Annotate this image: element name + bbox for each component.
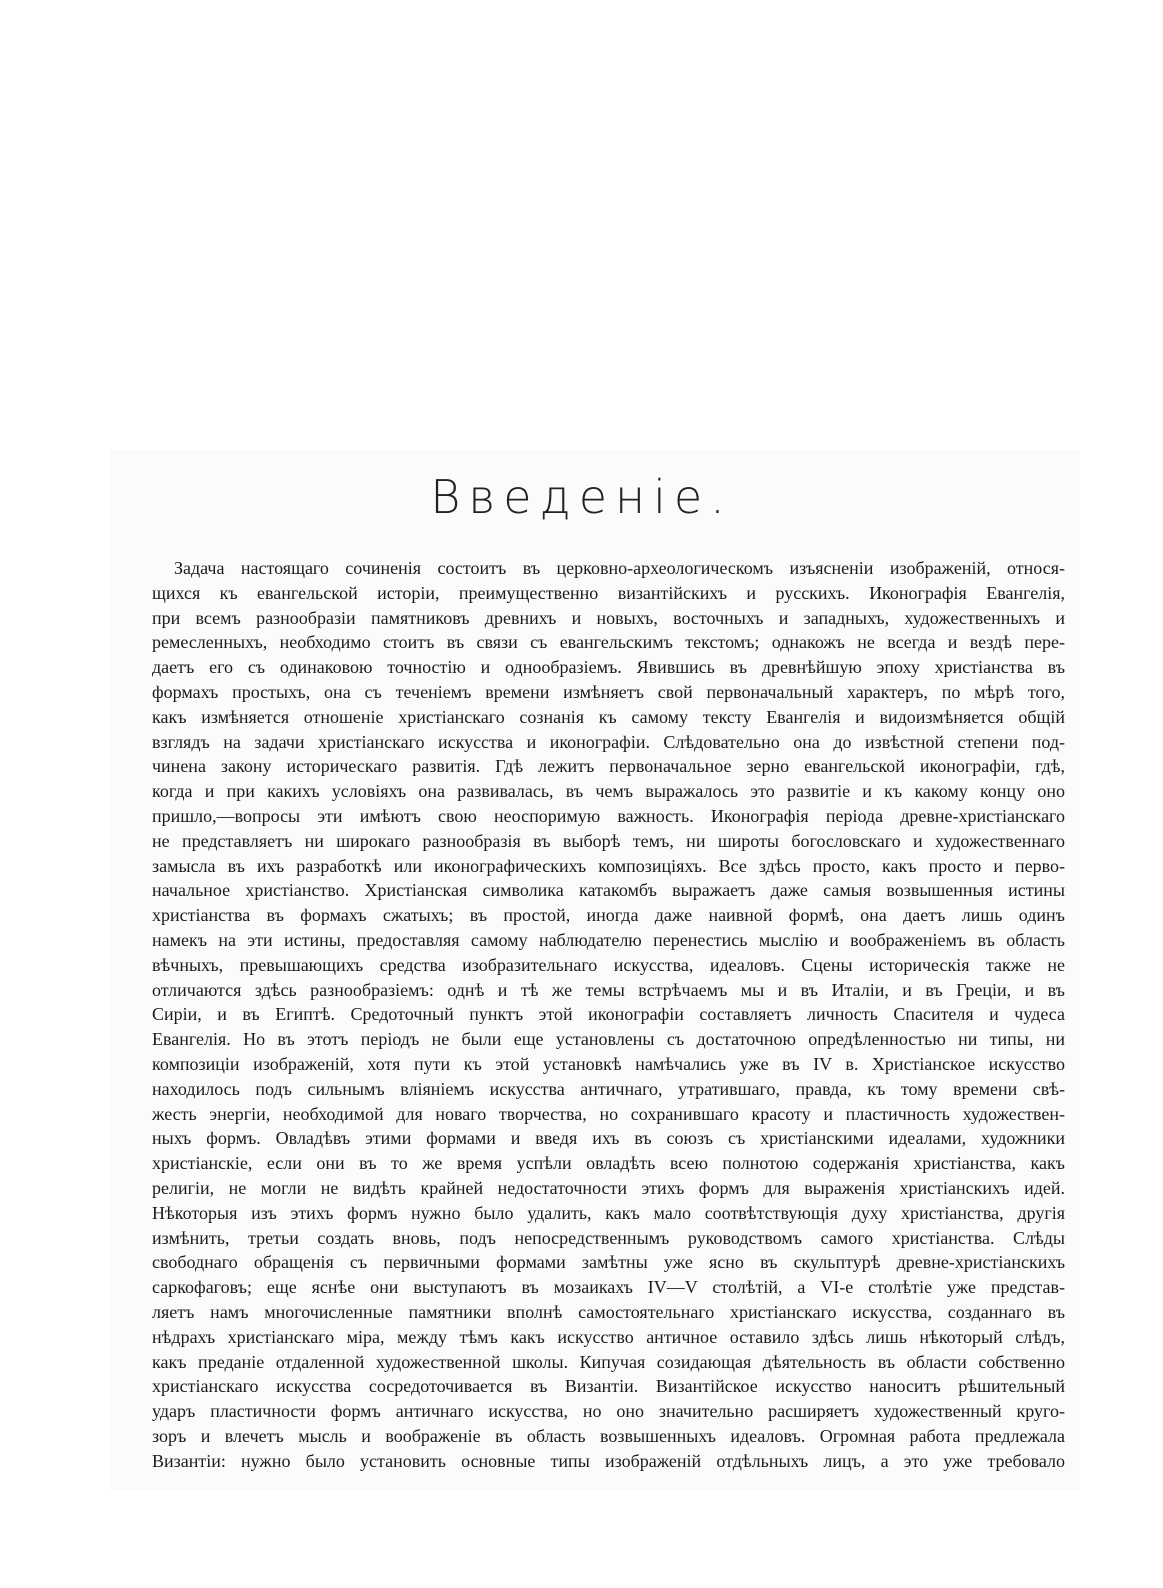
text-line: ныхъ формъ. Овладѣвъ этими формами и введя ихъ въ союзъ съ христіанскими идеалами, художники <box>152 1128 1065 1149</box>
text-line: Задача настоящаго сочиненія состоитъ въ церковно-археологическомъ изъясненіи изображеній, относя- <box>174 558 1065 578</box>
text-line: христіанскіе, если они въ то же время успѣли овладѣть всею полнотою содержанія христіанства, какъ <box>152 1153 1065 1174</box>
text-line: ударъ пластичности формъ античнаго искусства, но оно значительно расширяетъ художественный круго- <box>152 1401 1065 1422</box>
text-line: какъ измѣняется отношеніе христіанскаго сознанія къ самому тексту Евангелія и видоизмѣняется общій <box>152 706 1065 727</box>
text-line: свободнаго обращенія съ первичными формами замѣтны уже ясно въ скульптурѣ древне-христіанскихъ <box>152 1252 1065 1273</box>
text-line: при всемъ разнообразіи памятниковъ древнихъ и новыхъ, восточныхъ и западныхъ, художественныхъ и <box>152 607 1065 628</box>
chapter-title: Введеніе. <box>430 470 733 524</box>
text-line: зоръ и влечетъ мысль и воображеніе въ область возвышенныхъ идеаловъ. Огромная работа предлежала <box>152 1425 1065 1446</box>
text-line: чинена закону историческаго развитія. Гдѣ лежитъ первоначальное зерно евангельской иконографіи, гдѣ, <box>152 756 1065 777</box>
text-line: Византіи: нужно было установить основные типы изображеній отдѣльныхъ лицъ, а это уже требовало <box>152 1450 1065 1471</box>
text-line: нѣдрахъ христіанскаго міра, между тѣмъ какъ искусство античное оставило здѣсь лишь нѣкоторый слѣдъ, <box>152 1326 1065 1347</box>
text-line: не представляетъ ни широкаго разнообразія въ выборѣ темъ, ни широты богословскаго и художественнаго <box>152 830 1065 851</box>
body-text <box>152 556 1065 1473</box>
text-line: формахъ простыхъ, она съ теченіемъ времени измѣняетъ свой первоначальный характеръ, по мѣрѣ того, <box>152 681 1065 702</box>
text-line: религіи, не могли не видѣть крайней недостаточности этихъ формъ для выраженія христіанскихъ идей. <box>152 1177 1065 1198</box>
text-line: находилось подъ сильнымъ вліяніемъ искусства античнаго, утратившаго, правда, къ тому времени свѣ- <box>152 1078 1065 1099</box>
text-line: намекъ на эти истины, предоставляя самому наблюдателю перенестись мыслію и воображеніемъ въ область <box>152 929 1065 950</box>
text-line: вѣчныхъ, превышающихъ средства изобразительнаго искусства, идеаловъ. Сцены историческія также не <box>152 954 1065 975</box>
text-line: отличаются здѣсь разнообразіемъ: однѣ и тѣ же темы встрѣчаемъ мы и въ Италіи, и въ Греціи, и въ <box>152 979 1065 1000</box>
text-line: христіанства въ формахъ сжатыхъ; въ простой, иногда даже наивной формѣ, она даетъ лишь одинъ <box>152 905 1065 926</box>
text-line: Сиріи, и въ Египтѣ. Средоточный пунктъ этой иконографіи составляетъ личность Спасителя и чудеса <box>152 1004 1065 1025</box>
text-line: Евангелія. Но въ этотъ періодъ не были еще установлены съ достаточною опредѣленностью ни типы, ни <box>152 1029 1065 1050</box>
text-line: щихся къ евангельской исторіи, преимущественно византійскихъ и русскихъ. Иконографія Евангелія, <box>152 582 1065 603</box>
text-line: пришло,—вопросы эти имѣютъ свою неоспоримую важность. Иконографія періода древне-христіанскаго <box>152 805 1065 826</box>
text-line: какъ преданіе отдаленной художественной школы. Кипучая созидающая дѣятельность въ области собственно <box>152 1351 1065 1372</box>
text-line: жесть энергіи, необходимой для новаго творчества, но сохранившаго красоту и пластичность художествен- <box>152 1103 1065 1124</box>
text-line: взглядъ на задачи христіанскаго искусства и иконографіи. Слѣдовательно она до извѣстной степени под- <box>152 731 1065 752</box>
text-line: измѣнить, третьи создать вновь, подъ непосредственнымъ руководствомъ самого христіанства. Слѣды <box>152 1227 1065 1248</box>
text-line: начальное христіанство. Христіанская символика катакомбъ выражаетъ даже самыя возвышенныя истины <box>152 880 1065 901</box>
text-line: ляетъ намъ многочисленные памятники вполнѣ самостоятельнаго христіанскаго искусства, созданнаго въ <box>152 1301 1065 1322</box>
text-line: даетъ его съ одинаковою точностію и однообразіемъ. Явившись въ древнѣйшую эпоху христіанства въ <box>152 657 1065 678</box>
text-line: ремесленныхъ, необходимо стоитъ въ связи съ евангельскимъ текстомъ; однакожъ не всегда и вездѣ пере- <box>152 632 1065 653</box>
text-line: когда и при какихъ условіяхъ она развивалась, въ чемъ выражалось это развитіе и къ какому концу оно <box>152 781 1065 802</box>
text-line: композиціи изображеній, хотя пути къ этой установкѣ намѣчались уже въ IV в. Христіанское искусство <box>152 1053 1065 1074</box>
text-line: саркофаговъ; еще яснѣе они выступаютъ въ мозаикахъ IV—V столѣтій, а VI-е столѣтіе уже представ- <box>152 1277 1065 1298</box>
text-line: Нѣкоторыя изъ этихъ формъ нужно было удалить, какъ мало соотвѣтствующія духу христіанства, другія <box>152 1202 1065 1223</box>
text-line: замысла въ ихъ разработкѣ или иконографическихъ композиціяхъ. Все здѣсь просто, какъ просто и перво- <box>152 855 1065 876</box>
text-line: христіанскаго искусства сосредоточивается въ Византіи. Византійское искусство наноситъ рѣшительный <box>152 1376 1065 1397</box>
